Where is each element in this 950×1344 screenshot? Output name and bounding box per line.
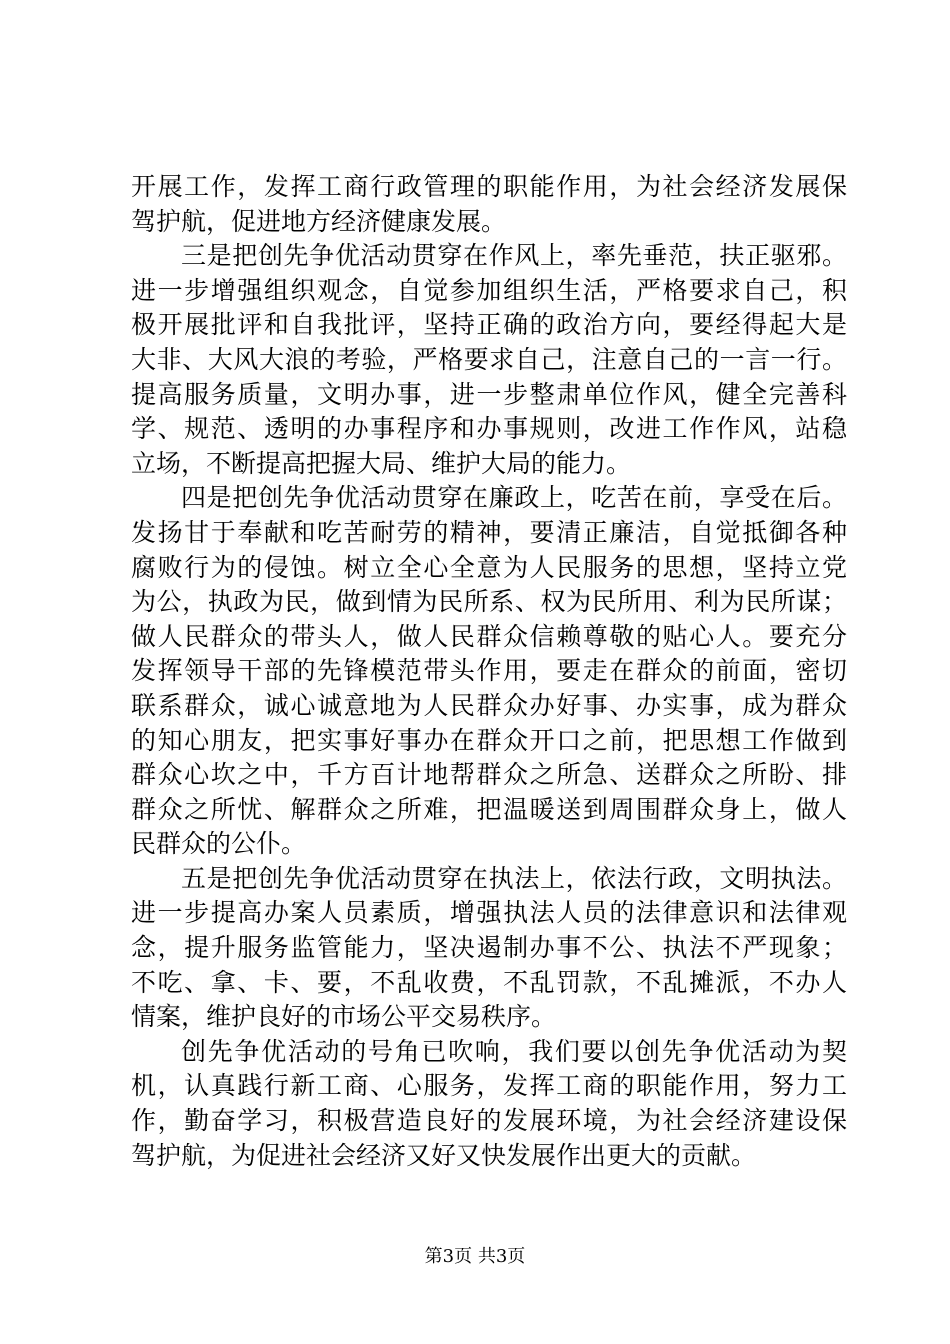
paragraph-3-line-3: 腐败行为的侵蚀。树立全心全意为人民服务的思想，坚持立党 <box>131 552 847 582</box>
paragraph-4-line-5: 情案，维护良好的市场公平交易秩序。 <box>131 1002 557 1032</box>
paragraph-2-line-7: 立场，不断提高把握大局、维护大局的能力。 <box>131 448 632 478</box>
paragraph-2-line-3: 极开展批评和自我批评，坚持正确的政治方向，要经得起大是 <box>131 310 847 340</box>
paragraph-5-line-4: 驾护航，为促进社会经济又好又快发展作出更大的贡献。 <box>131 1140 757 1170</box>
paragraph-4-line-3: 念，提升服务监管能力，坚决遏制办事不公、执法不严现象； <box>131 933 847 963</box>
paragraph-4-line-4: 不吃、拿、卡、要，不乱收费，不乱罚款，不乱摊派，不办人 <box>131 967 847 997</box>
paragraph-2-line-4: 大非、大风大浪的考验，严格要求自己，注意自己的一言一行。 <box>131 344 847 374</box>
paragraph-2-line-5: 提高服务质量，文明办事，进一步整肃单位作风，健全完善科 <box>131 379 847 409</box>
paragraph-2-line-2: 进一步增强组织观念，自觉参加组织生活，严格要求自己，积 <box>131 275 847 305</box>
paragraph-3-line-6: 发挥领导干部的先锋模范带头作用，要走在群众的前面，密切 <box>131 656 847 686</box>
paragraph-3-line-1: 四是把创先争优活动贯穿在廉政上，吃苦在前，享受在后。 <box>181 483 847 513</box>
paragraph-5-line-2: 机，认真践行新工商、心服务，发挥工商的职能作用，努力工 <box>131 1071 847 1101</box>
paragraph-4-line-1: 五是把创先争优活动贯穿在执法上，依法行政，文明执法。 <box>181 863 847 893</box>
paragraph-3-line-5: 做人民群众的带头人，做人民群众信赖尊敬的贴心人。要充分 <box>131 621 847 651</box>
paragraph-1-line-2: 驾护航，促进地方经济健康发展。 <box>131 206 507 236</box>
paragraph-4-line-2: 进一步提高办案人员素质，增强执法人员的法律意识和法律观 <box>131 898 847 928</box>
paragraph-1-line-1: 开展工作，发挥工商行政管理的职能作用，为社会经济发展保 <box>131 172 847 201</box>
document-body <box>131 170 847 1173</box>
paragraph-3-line-7: 联系群众，诚心诚意地为人民群众办好事、办实事，成为群众 <box>131 690 847 720</box>
page-number-footer: 第3页 共3页 <box>424 1246 526 1267</box>
paragraph-2-line-6: 学、规范、透明的办事程序和办事规则，改进工作作风，站稳 <box>131 414 847 444</box>
paragraph-3-line-11: 民群众的公仆。 <box>131 829 307 859</box>
paragraph-3-line-4: 为公，执政为民，做到情为民所系、权为民所用、利为民所谋； <box>131 587 847 617</box>
paragraph-3-line-2: 发扬甘于奉献和吃苦耐劳的精神，要清正廉洁，自觉抵御各种 <box>131 517 847 547</box>
paragraph-2-line-1: 三是把创先争优活动贯穿在作风上，率先垂范，扶正驱邪。 <box>181 241 847 271</box>
paragraph-3-line-9: 群众心坎之中，千方百计地帮群众之所急、送群众之所盼、排 <box>131 760 847 790</box>
paragraph-5-line-3: 作，勤奋学习，积极营造良好的发展环境，为社会经济建设保 <box>131 1106 847 1136</box>
paragraph-3-line-8: 的知心朋友，把实事好事办在群众开口之前，把思想工作做到 <box>131 725 847 755</box>
paragraph-3-line-10: 群众之所忧、解群众之所难，把温暖送到周围群众身上，做人 <box>131 794 847 824</box>
paragraph-5-line-1: 创先争优活动的号角已吹响，我们要以创先争优活动为契 <box>181 1036 847 1066</box>
